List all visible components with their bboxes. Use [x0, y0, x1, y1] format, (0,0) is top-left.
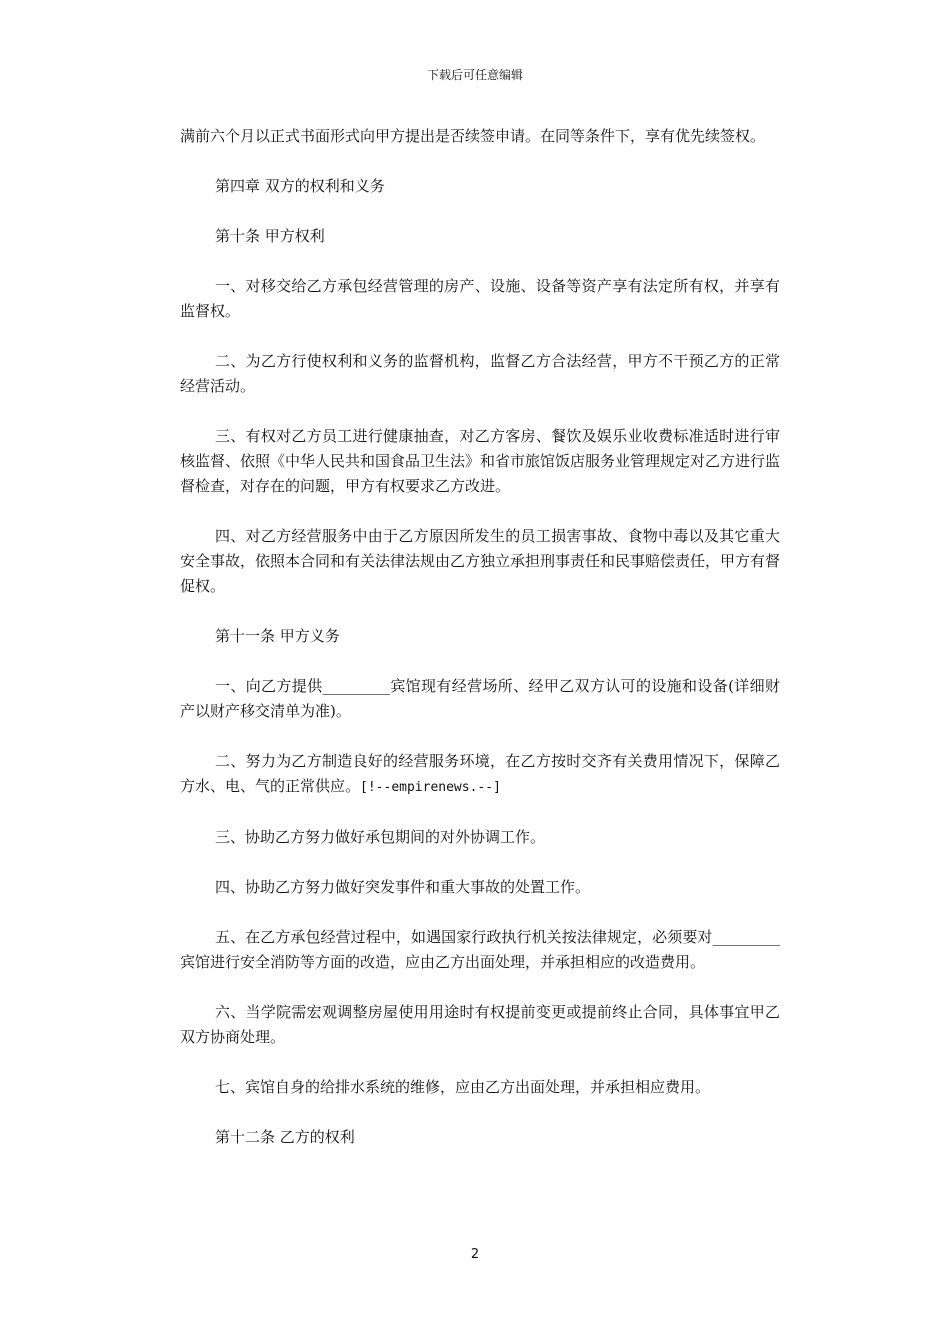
clause-paragraph: 一、向乙方提供_________宾馆现有经营场所、经甲乙双方认可的设施和设备(详细财产以财产移交清单为准)。 — [180, 677, 780, 720]
clause-paragraph: 四、对乙方经营服务中由于乙方原因所发生的员工损害事故、食物中毒以及其它重大安全事故，依照本合同和有关法律法规由乙方独立承担刑事责任和民事赔偿责任，甲方有督促权。 — [180, 527, 781, 595]
page-number: 2 — [470, 1247, 480, 1262]
clause-paragraph — [180, 749, 780, 800]
clause-paragraph: 五、在乙方承包经营过程中，如遇国家行政执行机关按法律规定，必须要对_________宾馆进行安全消防等方面的改造，应由乙方出面处理，并承担相应的改造费用。 — [180, 928, 780, 971]
clause-paragraph: 三、有权对乙方员工进行健康抽查，对乙方客房、餐饮及娱乐业收费标准适时进行审核监督、依照《中华人民共和国食品卫生法》和省市旅馆饭店服务业管理规定对乙方进行监督检查，对存在的问题，甲方有权要求乙方改进。 — [180, 427, 781, 495]
clause-paragraph: 三、协助乙方努力做好承包期间的对外协调工作。 — [215, 828, 546, 846]
paragraph-continuation: 满前六个月以正式书面形式向甲方提出是否续签申请。在同等条件下，享有优先续签权。 — [180, 127, 766, 145]
article-heading: 第十条 甲方权利 — [215, 227, 325, 245]
article-heading: 第十二条 乙方的权利 — [215, 1128, 355, 1146]
clause-paragraph: 七、宾馆自身的给排水系统的维修，应由乙方出面处理，并承担相应费用。 — [215, 1078, 711, 1096]
article-heading: 第十一条 甲方义务 — [215, 627, 340, 645]
page-header: 下载后可任意编辑 — [426, 68, 523, 82]
clause-paragraph: 六、当学院需宏观调整房屋使用用途时有权提前变更或提前终止合同，具体事宜甲乙双方协商处理。 — [180, 1003, 780, 1046]
contract-body — [180, 124, 780, 1175]
clause-paragraph: 四、协助乙方努力做好突发事件和重大事故的处置工作。 — [215, 878, 591, 896]
chapter-heading: 第四章 双方的权利和义务 — [215, 177, 385, 195]
template-tag: [!--empirenews.--] — [360, 780, 501, 795]
clause-text: 二、努力为乙方制造良好的经营服务环境，在乙方按时交齐有关费用情况下，保障乙方水、电、气的正常供应。 — [180, 752, 780, 795]
clause-paragraph: 二、为乙方行使权利和义务的监督机构，监督乙方合法经营，甲方不干预乙方的正常经营活动。 — [180, 352, 780, 395]
clause-paragraph: 一、对移交给乙方承包经营管理的房产、设施、设备等资产享有法定所有权，并享有监督权。 — [180, 277, 780, 320]
